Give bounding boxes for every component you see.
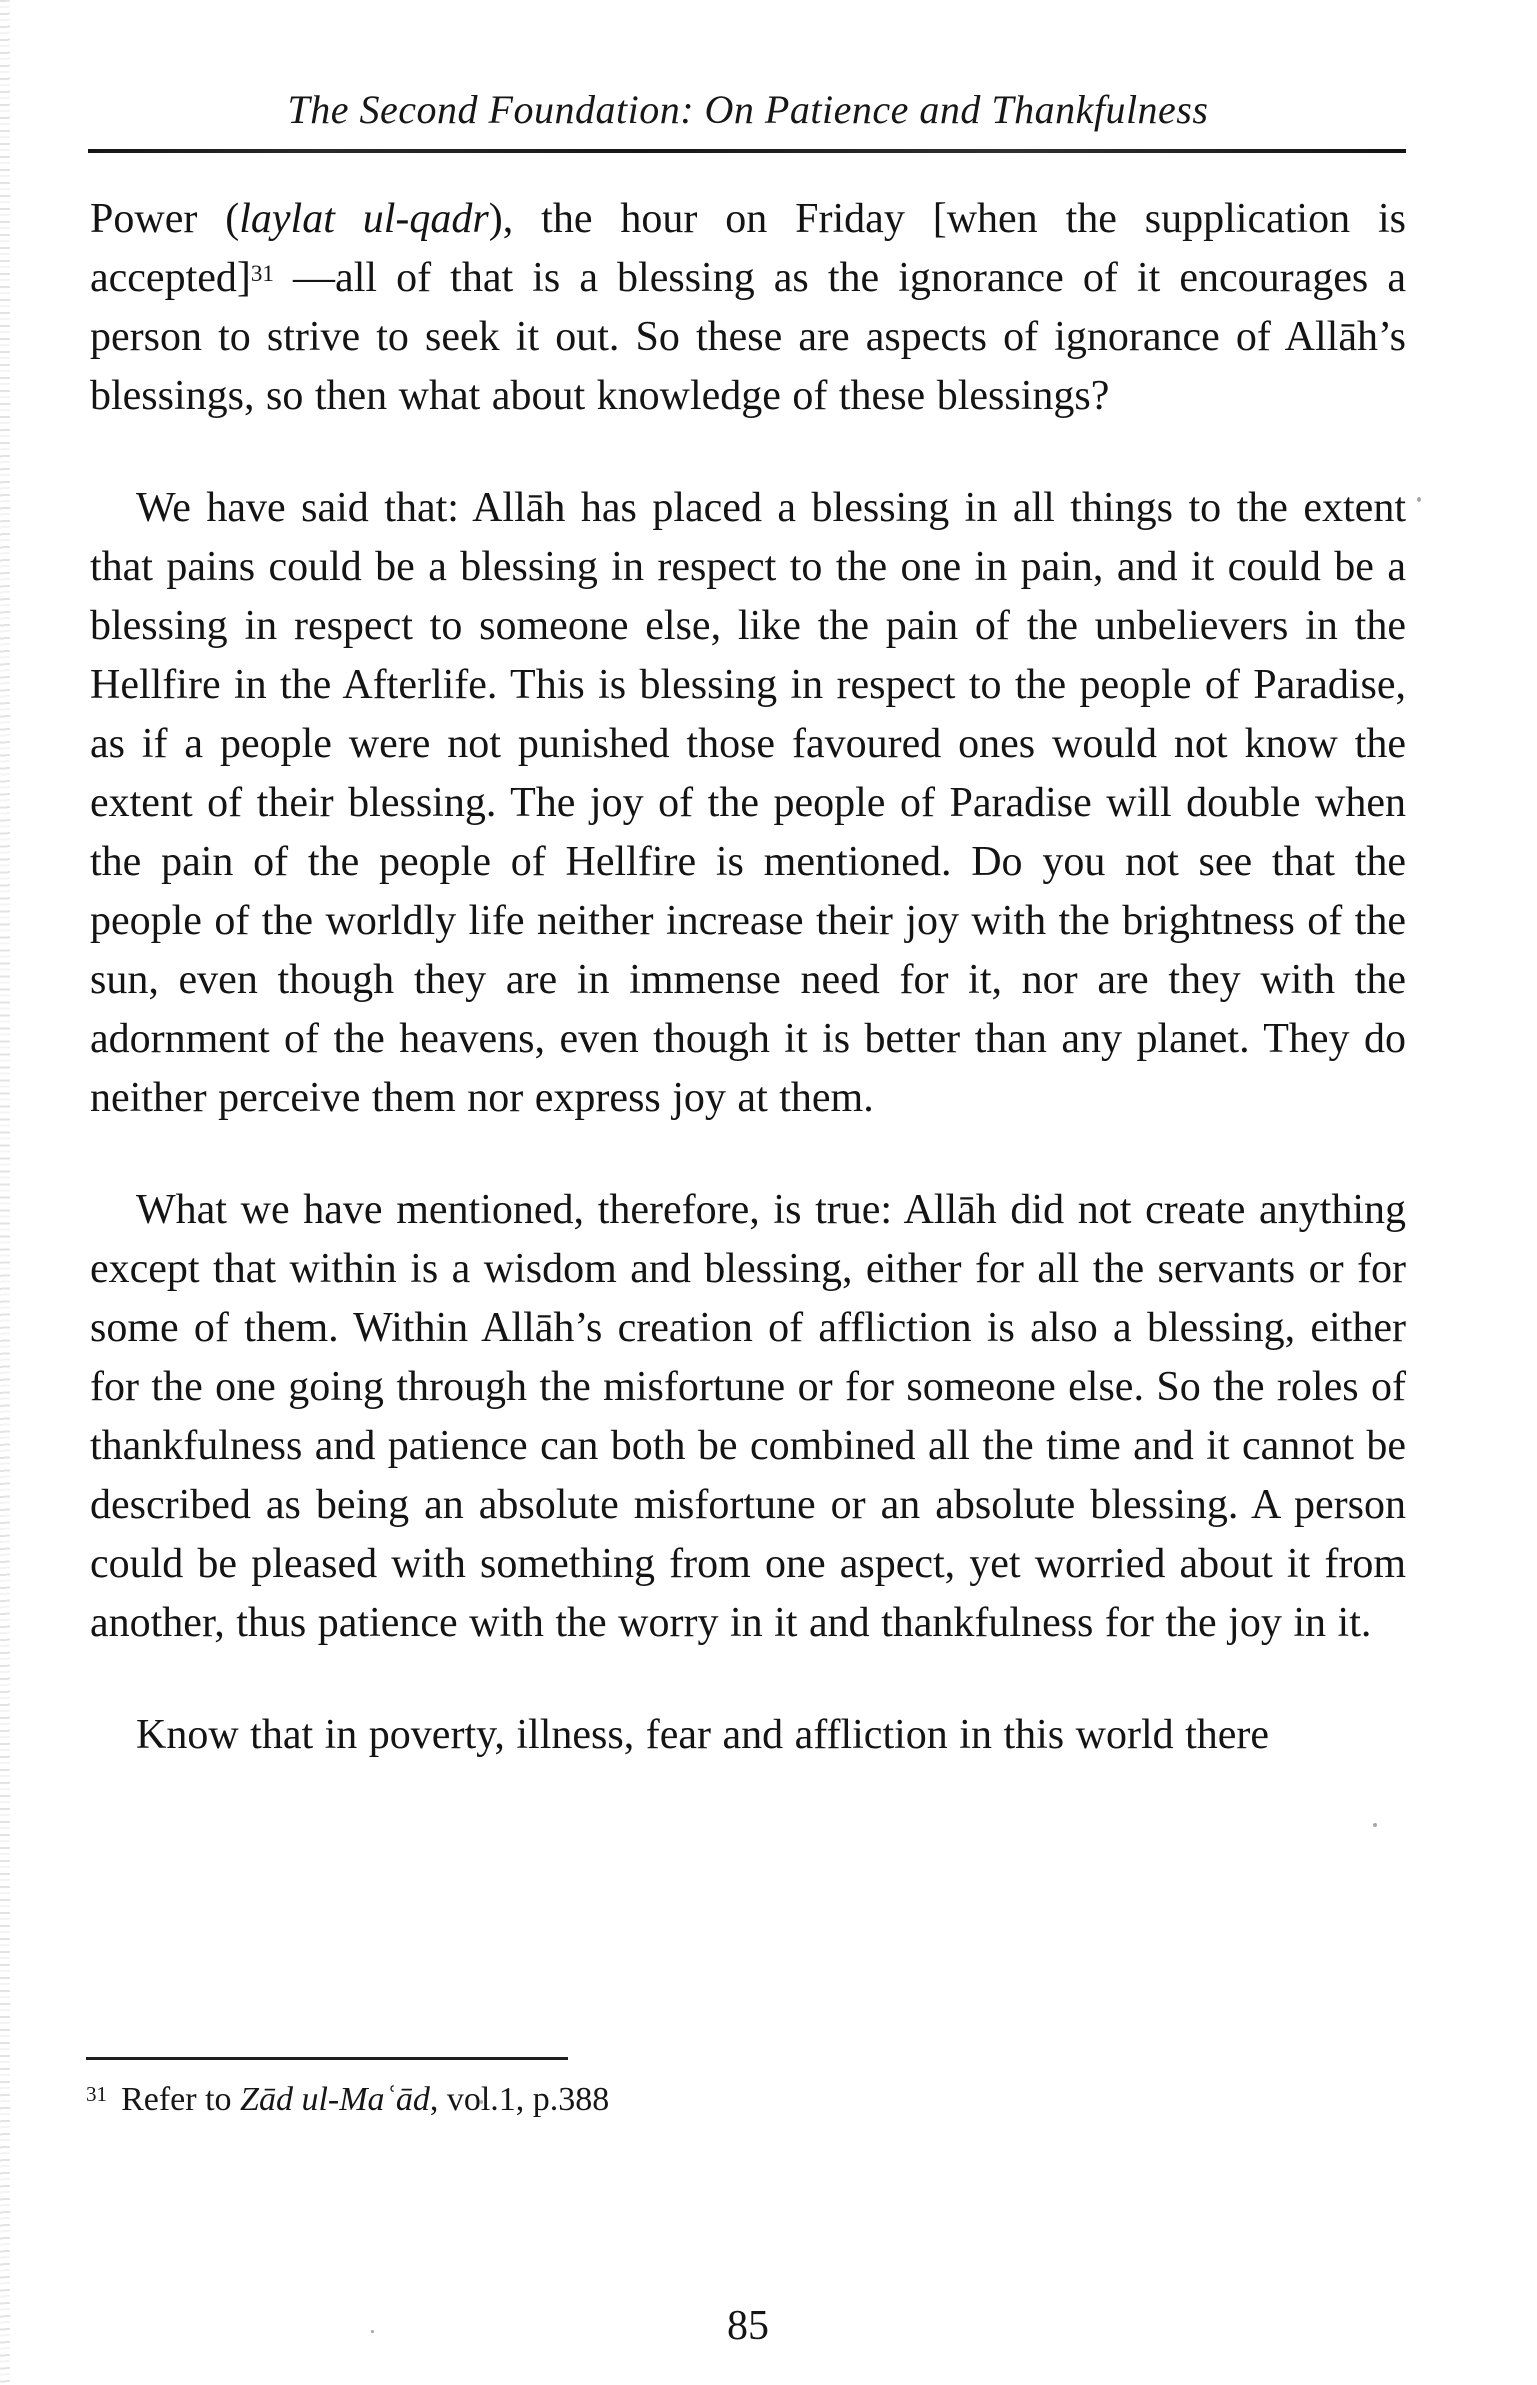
- paragraph-2: We have said that: Allāh has placed a blessing in all things to the extent that pains could be a blessing in respect to the one in pain, and it could be a blessing in respect to someone else, like the pain of the unbelievers in the Hellfire in the Afterlife. This is blessing in respect to the people of Paradise, as if a people were not punished those favoured ones would not know the extent of their blessing. The joy of the people of Paradise will double when the pain of the people of Hellfire is mentioned. Do you not see that the people of the worldly life neither increase their joy with the brightness of the sun, even though they are in immense need for it, nor are they with the adornment of the heavens, even though it is better than any planet. They do neither perceive them nor express joy at them.: [90, 485, 1406, 1121]
- scan-edge-artifact: [0, 0, 10, 2385]
- scan-speck: [480, 2100, 483, 2104]
- footnote-reference-31: 31: [250, 259, 274, 286]
- scan-speck: [1417, 497, 1421, 502]
- header-rule: [88, 149, 1406, 153]
- p1-text: ), the hour on Friday [when the supplication is accepted]: [90, 196, 1407, 301]
- footnote-book-title: Zād ul-Maʿād: [240, 2081, 430, 2118]
- footnote-text: , vol.1, p.388: [429, 2081, 610, 2118]
- paragraph-4: Know that in poverty, illness, fear and affliction in this world there: [136, 1712, 1270, 1758]
- footnote-marker: 31: [86, 2082, 108, 2107]
- footnote-rule: [86, 2057, 568, 2060]
- paragraph-3: What we have mentioned, therefore, is true: Allāh did not create anything except that within is a wisdom and blessing, either for all the servants or for some of them. Within Allāh’s creation of affliction is also a blessing, either for the one going through the misfortune or for someone else. So the roles of thankfulness and patience can both be combined all the time and it cannot be described as being an absolute misfortune or an absolute blessing. A person could be pleased with something from one aspect, yet worried about it from another, thus patience with the worry in it and thankfulness for the joy in it.: [90, 1187, 1406, 1646]
- running-header: The Second Foundation: On Patience and Thankfulness: [287, 87, 1209, 132]
- p1-italic-term: laylat ul-qadr: [239, 196, 489, 242]
- scan-speck: [371, 2330, 374, 2333]
- page-body: [90, 190, 1406, 1765]
- p1-text: Power (: [90, 196, 240, 242]
- page-number: 85: [727, 2303, 769, 2349]
- p1-text: —all of that is a blessing as the ignorance of it encourages a person to strive to seek it out. So these are aspects of ignorance of Allāh’s blessings, so then what about knowledge of these blessings?: [90, 255, 1406, 419]
- paragraph-1: [90, 190, 1406, 426]
- footnote-text: Refer to: [121, 2081, 241, 2118]
- footnote: [86, 2078, 1086, 2122]
- scan-speck: [1373, 1823, 1377, 1827]
